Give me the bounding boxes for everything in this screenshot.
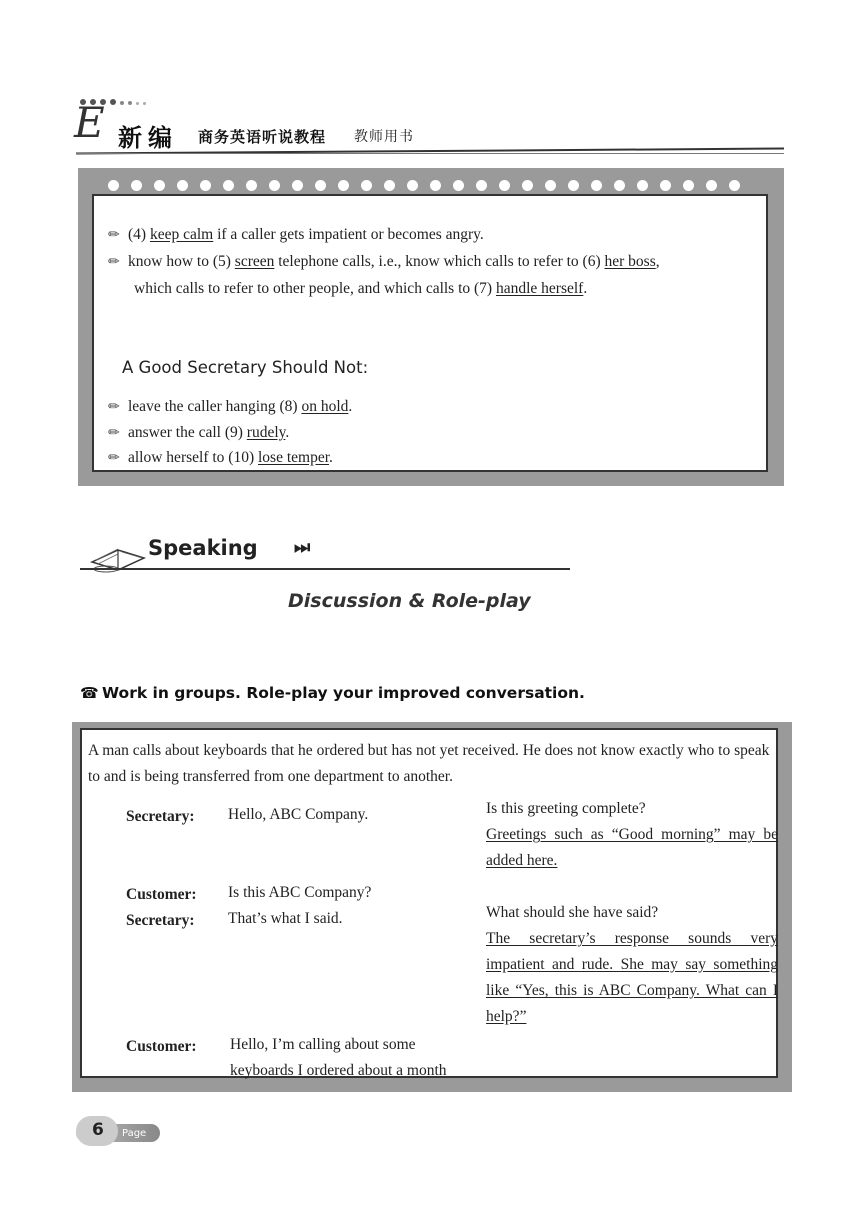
secretary-duties-box	[78, 168, 784, 486]
section-title: Speaking	[148, 536, 258, 560]
speaker-label: Secretary:	[126, 808, 195, 825]
answer-blank: lose temper	[258, 449, 330, 466]
dialogue-line: Hello, I’m calling about some keyboards I ordered about a month	[230, 1036, 447, 1079]
answer-blank: screen	[234, 253, 275, 270]
note-answer: Greetings such as “Good morning” may be added here.	[486, 826, 778, 869]
list-item-continuation: which calls to refer to other people, and which calls to (7) handle herself.	[134, 280, 588, 297]
scenario-text: A man calls about keyboards that he ordered but has not yet received. He does not know exactly who to speak to and is being transferred from one department to another.	[88, 742, 770, 785]
answer-blank: on hold	[301, 398, 349, 415]
answer-blank: rudely	[246, 424, 286, 441]
page-number: 6	[92, 1120, 104, 1140]
note-question: What should she have said?	[486, 904, 659, 921]
speaking-banner	[80, 530, 780, 580]
section-rule	[80, 568, 570, 570]
task-instruction: ☎ Work in groups. Role-play your improved conversation.	[80, 684, 585, 702]
pencil-icon: ✏	[108, 399, 120, 415]
page-number-badge	[76, 1116, 160, 1146]
section-heading: A Good Secretary Should Not:	[122, 358, 369, 377]
note-answer: The secretary’s response sounds very impatient and rude. She may say something like “Yes, this is ABC Company. What can I help?”	[486, 930, 778, 1025]
secretary-duties-content	[92, 194, 768, 472]
series-logo: E	[74, 98, 105, 147]
speaker-label: Secretary:	[126, 912, 195, 929]
list-item: ✏ leave the caller hanging (8) on hold.	[108, 398, 353, 415]
speaker-label: Customer:	[126, 1038, 197, 1055]
telephone-icon: ☎	[80, 684, 99, 702]
fast-forward-icon: ⏭	[294, 537, 311, 558]
teacher-note	[486, 900, 778, 1030]
dialogue-box	[72, 722, 792, 1092]
page-header	[72, 88, 784, 158]
dialogue-line: That’s what I said.	[228, 910, 343, 927]
list-item: ✏ (4) keep calm if a caller gets impatient or becomes angry.	[108, 226, 484, 243]
dialogue-line: Is this ABC Company?	[228, 884, 372, 901]
teacher-note	[486, 796, 778, 874]
list-item: ✏ know how to (5) screen telephone calls, i.e., know which calls to refer to (6) her boss,	[108, 253, 660, 270]
dotted-divider	[78, 632, 784, 640]
answer-blank: keep calm	[149, 226, 214, 243]
book-subtitle: 教师用书	[354, 129, 414, 145]
pencil-icon: ✏	[108, 425, 120, 441]
pencil-icon: ✏	[108, 227, 120, 243]
dialogue-line: Hello, ABC Company.	[228, 806, 369, 823]
book-title: 商务英语听说教程	[198, 128, 327, 146]
page-word: Page	[122, 1128, 147, 1139]
header-rule-thin	[76, 153, 784, 154]
list-item: ✏ allow herself to (10) lose temper.	[108, 449, 333, 466]
pencil-icon: ✏	[108, 254, 120, 270]
pencil-icon: ✏	[108, 450, 120, 466]
answer-blank: handle herself	[495, 280, 584, 297]
answer-blank: her boss	[604, 253, 656, 270]
subsection-title: Discussion & Role-play	[288, 590, 531, 612]
note-question: Is this greeting complete?	[486, 800, 646, 817]
series-name: 新编	[118, 124, 178, 152]
dialogue-content	[80, 728, 778, 1078]
speaker-label: Customer:	[126, 886, 197, 903]
list-item: ✏ answer the call (9) rudely.	[108, 424, 290, 441]
